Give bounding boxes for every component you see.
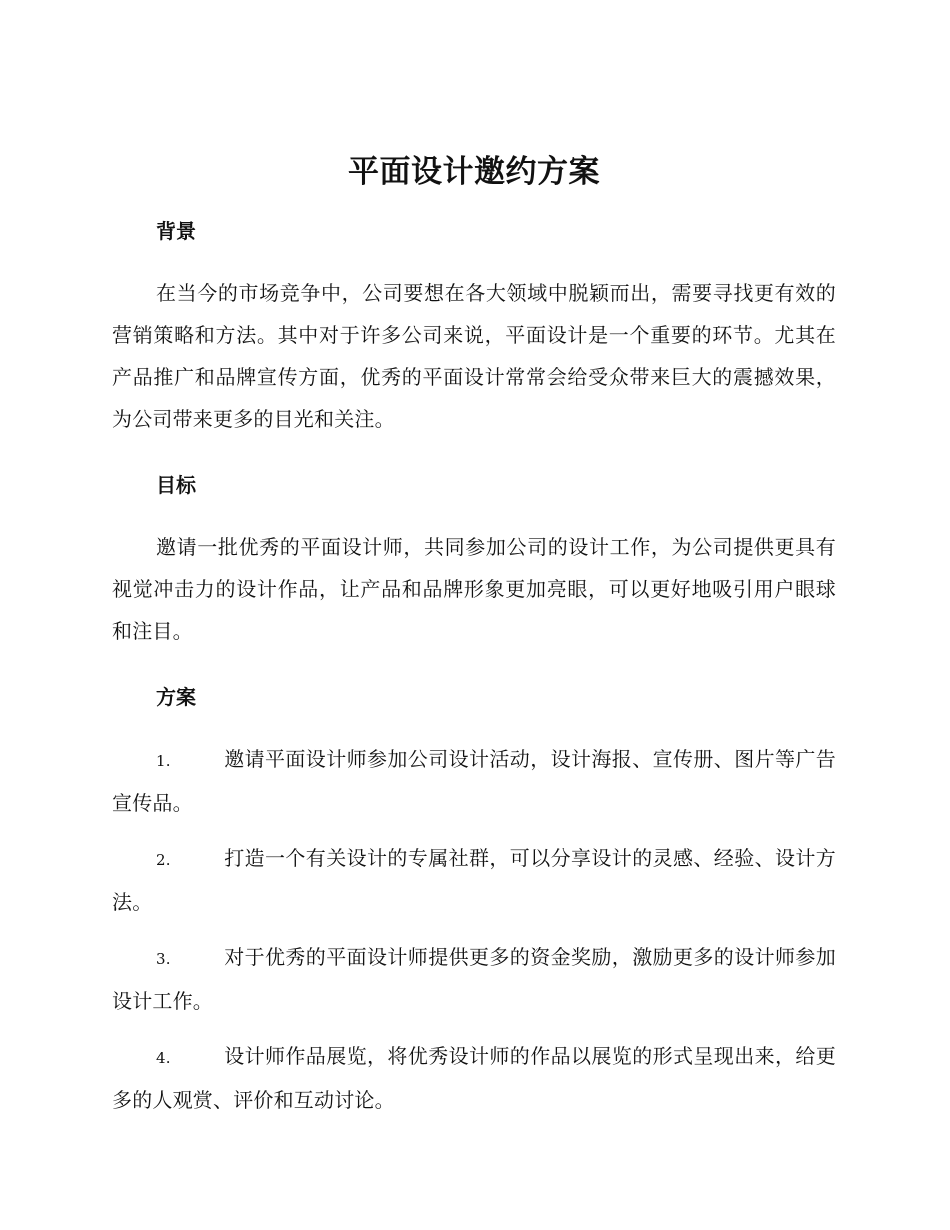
background-heading: 背景 [156,219,196,243]
plan-list-item [112,936,836,1022]
list-item-text: 设计师作品展览，将优秀设计师的作品以展览的形式呈现出来，给更多的人观赏、评价和互动讨论。 [112,1044,836,1112]
list-item-number: 2. [156,851,171,869]
background-heading-spacing [112,246,836,272]
list-item-number: 3. [156,950,171,968]
section-spacing [112,440,836,470]
background-paragraph: 在当今的市场竞争中，公司要想在各大领域中脱颖而出，需要寻找更有效的营销策略和方法。其中对于许多公司来说，平面设计是一个重要的环节。尤其在产品推广和品牌宣传方面，优秀的平面设计常常会给受众带来巨大的震撼效果，为公司带来更多的目光和关注。 [112,281,836,431]
goal-heading-spacing [112,500,836,526]
document-title: 平面设计邀约方案 [348,154,600,190]
list-item-number: 1. [156,752,171,770]
background-section [112,216,836,440]
list-item-number: 4. [156,1049,171,1067]
plan-list-item [112,837,836,923]
plan-heading: 方案 [156,685,196,709]
goal-section [112,470,836,652]
list-item-text: 打造一个有关设计的专属社群，可以分享设计的灵感、经验、设计方法。 [112,846,836,914]
plan-section [112,682,836,1121]
list-item-text: 邀请平面设计师参加公司设计活动，设计海报、宣传册、图片等广告宣传品。 [112,747,836,815]
plan-heading-spacing [112,712,836,738]
plan-list-item [112,1035,836,1121]
goal-heading: 目标 [156,473,196,497]
section-spacing [112,652,836,682]
plan-list-item [112,738,836,824]
plan-list [112,738,836,1121]
list-item-text: 对于优秀的平面设计师提供更多的资金奖励，激励更多的设计师参加设计工作。 [112,945,836,1013]
document-content [112,150,836,1134]
goal-paragraph: 邀请一批优秀的平面设计师，共同参加公司的设计工作，为公司提供更具有视觉冲击力的设计作品，让产品和品牌形象更加亮眼，可以更好地吸引用户眼球和注目。 [112,535,836,643]
